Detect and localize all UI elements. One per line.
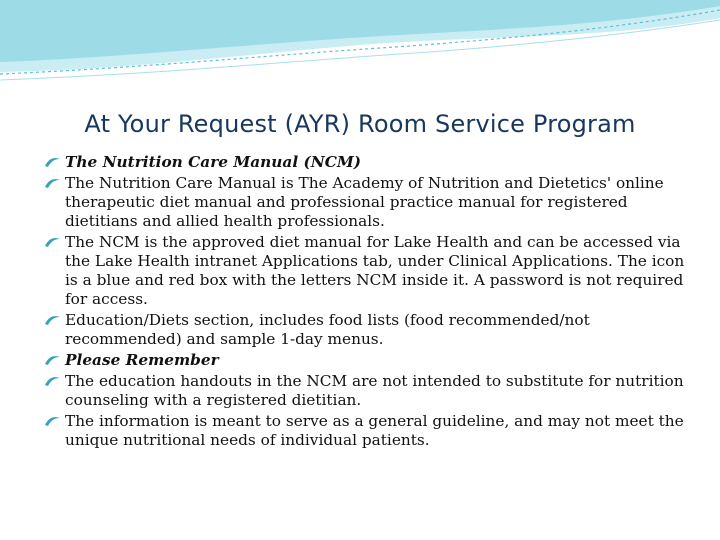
slide-title: At Your Request (AYR) Room Service Program — [84, 110, 636, 138]
swoosh-bullet-icon — [44, 177, 61, 189]
decorative-wave-header — [0, 0, 720, 100]
swoosh-bullet-icon — [44, 156, 61, 168]
bullet-item: The Nutrition Care Manual (NCM) — [42, 153, 692, 172]
swoosh-bullet-icon — [44, 354, 61, 366]
bullet-item: Education/Diets section, includes food lists (food recommended/not recommended) and sample 1-day menus. — [42, 311, 692, 349]
bullet-item: The information is meant to serve as a general guideline, and may not meet the unique nutritional needs of individual patients. — [42, 412, 692, 450]
swoosh-bullet-icon — [44, 236, 61, 248]
swoosh-bullet-icon — [44, 415, 61, 427]
bullet-item: Please Remember — [42, 351, 692, 370]
bullet-item: The Nutrition Care Manual is The Academy of Nutrition and Dietetics' online therapeutic diet manual and professional practice manual for registered dietitians and allied health professionals. — [42, 174, 692, 231]
bullet-item: The education handouts in the NCM are not intended to substitute for nutrition counseling with a registered dietitian. — [42, 372, 692, 410]
bullet-list — [42, 153, 692, 452]
swoosh-bullet-icon — [44, 314, 61, 326]
bullet-item: The NCM is the approved diet manual for Lake Health and can be accessed via the Lake Health intranet Applications tab, under Clinical Applications. The icon is a blue and red box with the letters NCM inside it. A password is not required for access. — [42, 233, 692, 309]
swoosh-bullet-icon — [44, 375, 61, 387]
